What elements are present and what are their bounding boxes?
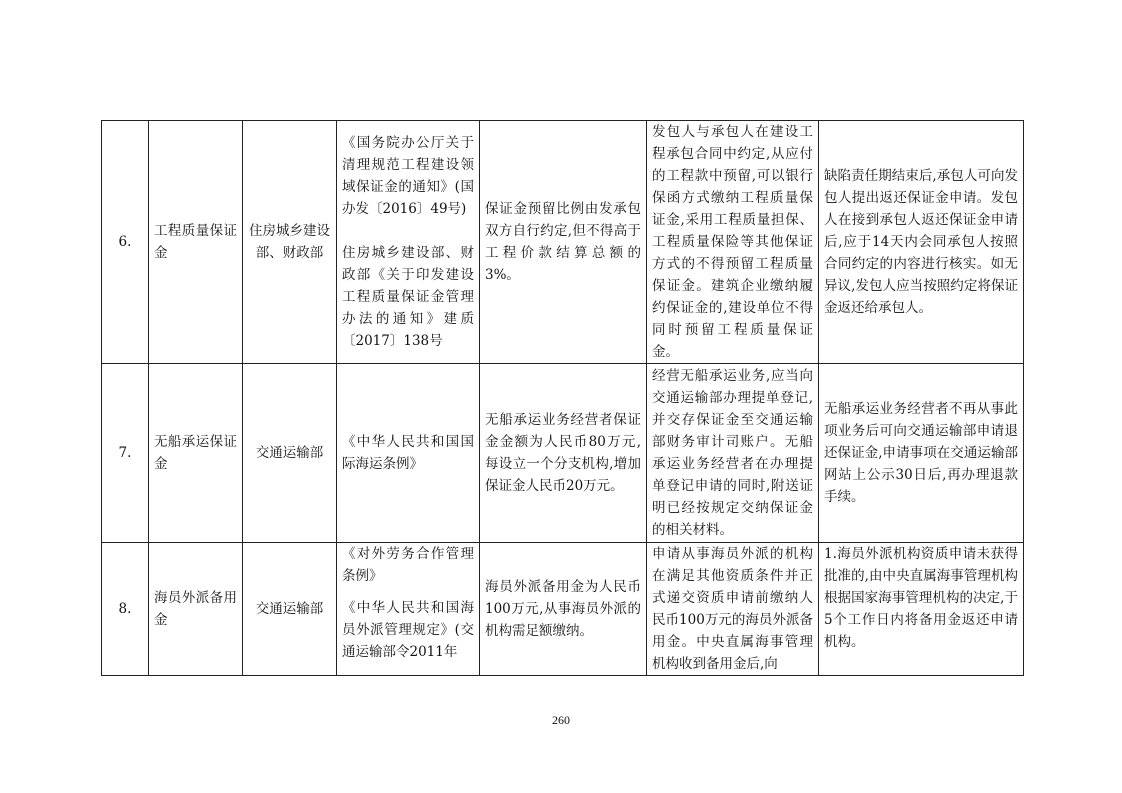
fund-name: 无船承运保证金 — [149, 364, 243, 543]
collection-method: 申请从事海员外派的机构在满足其他资质条件并正式递交资质申请前缴纳人民币100万元的海员外派备用金。中央直属海事管理机构收到备用金后,向 — [647, 543, 819, 676]
collection-method: 经营无船承运业务,应当向交通运输部办理提单登记,并交存保证金至交通运输部财务审计司账户。无船承运业务经营者在办理提单登记申请的同时,附送证明已经按规定交纳保证金的相关材料。 — [647, 364, 819, 543]
refund-method: 1.海员外派机构资质申请未获得批准的,由中央直属海事管理机构根据国家海事管理机构的决定,于5个工作日内将备用金返还申请机构。 — [819, 543, 1024, 676]
policy-basis — [337, 543, 480, 676]
collection-method: 发包人与承包人在建设工程承包合同中约定,从应付的工程款中预留,可以银行保函方式缴纳工程质量保证金,采用工程质量担保、工程质量保险等其他保证方式的不得预留工程质量保证金。建筑企业缴纳履约保证金的,建设单位不得同时预留工程质量保证金。 — [647, 121, 819, 364]
policy-basis — [337, 364, 480, 543]
policy-basis-item: 《中华人民共和国海员外派管理规定》(交通运输部令2011年 — [342, 600, 474, 660]
collection-standard: 无船承运业务经营者保证金金额为人民币80万元,每设立一个分支机构,增加保证金人民币20万元。 — [480, 364, 647, 543]
collection-standard: 海员外派备用金为人民币100万元,从事海员外派的机构需足额缴纳。 — [480, 543, 647, 676]
guarantee-fund-table — [101, 120, 1024, 676]
row-number: 6. — [102, 121, 149, 364]
page-number: 260 — [552, 713, 570, 727]
policy-basis-item: 《国务院办公厅关于清理规范工程建设领域保证金的通知》(国办发〔2016〕49号) — [342, 135, 474, 217]
department: 交通运输部 — [243, 364, 337, 543]
table-row — [102, 121, 1024, 364]
policy-basis-item: 住房城乡建设部、财政部《关于印发建设工程质量保证金管理办法的通知》建质〔2017〕138号 — [342, 245, 474, 349]
department: 交通运输部 — [243, 543, 337, 676]
collection-standard: 保证金预留比例由发承包双方自行约定,但不得高于工程价款结算总额的3%。 — [480, 121, 647, 364]
fund-name: 海员外派备用金 — [149, 543, 243, 676]
department: 住房城乡建设部、财政部 — [243, 121, 337, 364]
refund-method: 无船承运业务经营者不再从事此项业务后可向交通运输部申请退还保证金,申请事项在交通运输部网站上公示30日后,再办理退款手续。 — [819, 364, 1024, 543]
table-row — [102, 543, 1024, 676]
row-number: 7. — [102, 364, 149, 543]
policy-basis-item: 《对外劳务合作管理条例》 — [342, 546, 474, 584]
refund-method: 缺陷责任期结束后,承包人可向发包人提出返还保证金申请。发包人在接到承包人返还保证金申请后,应于14天内会同承包人按照合同约定的内容进行核实。如无异议,发包人应当按照约定将保证金返还给承包人。 — [819, 121, 1024, 364]
fund-name: 工程质量保证金 — [149, 121, 243, 364]
table-row — [102, 364, 1024, 543]
policy-basis-item: 《中华人民共和国国际海运条例》 — [342, 434, 474, 472]
policy-basis — [337, 121, 480, 364]
row-number: 8. — [102, 543, 149, 676]
